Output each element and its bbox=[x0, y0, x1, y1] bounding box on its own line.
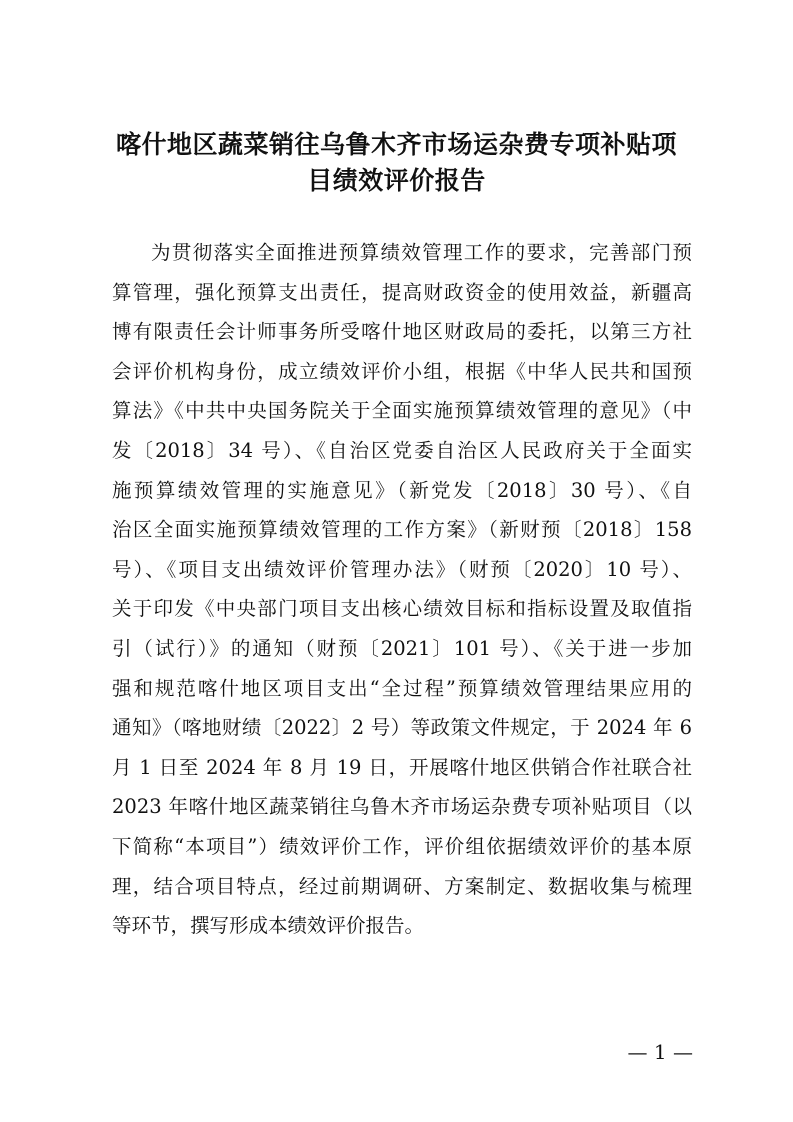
page-number: — 1 — bbox=[627, 1040, 693, 1064]
body-line-12: 强和规范喀什地区项目支出“全过程”预算绩效管理结果应用的 bbox=[112, 676, 692, 700]
body-line-13: 通知》（喀地财绩〔2022〕2 号）等政策文件规定，于 2024 年 6 bbox=[112, 716, 692, 740]
body-line-5: 算法》《中共中央国务院关于全面实施预算绩效管理的意见》（中 bbox=[112, 399, 692, 423]
title-line-2: 目绩效评价报告 bbox=[307, 166, 486, 195]
body-paragraph bbox=[112, 233, 692, 946]
body-line-6: 发〔2018〕34 号）、《自治区党委自治区人民政府关于全面实 bbox=[112, 438, 692, 462]
body-line-18: 等环节，撰写形成本绩效评价报告。 bbox=[112, 914, 425, 938]
body-line-4: 会评价机构身份，成立绩效评价小组，根据《中华人民共和国预 bbox=[112, 359, 692, 383]
body-line-11: 引（试行）》的通知（财预〔2021〕101 号）、《关于进一步加 bbox=[112, 636, 692, 660]
body-line-16: 下简称“本项目”）绩效评价工作，评价组依据绩效评价的基本原 bbox=[112, 834, 692, 858]
body-line-15: 2023 年喀什地区蔬菜销往乌鲁木齐市场运杂费专项补贴项目（以 bbox=[112, 795, 692, 819]
body-line-2: 算管理，强化预算支出责任，提高财政资金的使用效益，新疆高 bbox=[112, 280, 692, 304]
title-line-1: 喀什地区蔬菜销往乌鲁木齐市场运杂费专项补贴项 bbox=[115, 130, 677, 159]
body-line-3: 博有限责任会计师事务所受喀什地区财政局的委托，以第三方社 bbox=[112, 320, 692, 344]
document-title bbox=[90, 127, 703, 199]
body-line-17: 理，结合项目特点，经过前期调研、方案制定、数据收集与梳理 bbox=[112, 874, 692, 898]
body-line-10: 关于印发《中央部门项目支出核心绩效目标和指标设置及取值指 bbox=[112, 597, 692, 621]
body-line-8: 治区全面实施预算绩效管理的工作方案》（新财预〔2018〕158 bbox=[112, 518, 692, 542]
body-line-14: 月 1 日至 2024 年 8 月 19 日，开展喀什地区供销合作社联合社 bbox=[112, 755, 692, 779]
body-line-7: 施预算绩效管理的实施意见》（新党发〔2018〕30 号）、《自 bbox=[112, 478, 692, 502]
body-line-1: 为贯彻落实全面推进预算绩效管理工作的要求，完善部门预 bbox=[151, 241, 692, 264]
body-line-9: 号）、《项目支出绩效评价管理办法》（财预〔2020〕10 号）、 bbox=[112, 557, 692, 581]
